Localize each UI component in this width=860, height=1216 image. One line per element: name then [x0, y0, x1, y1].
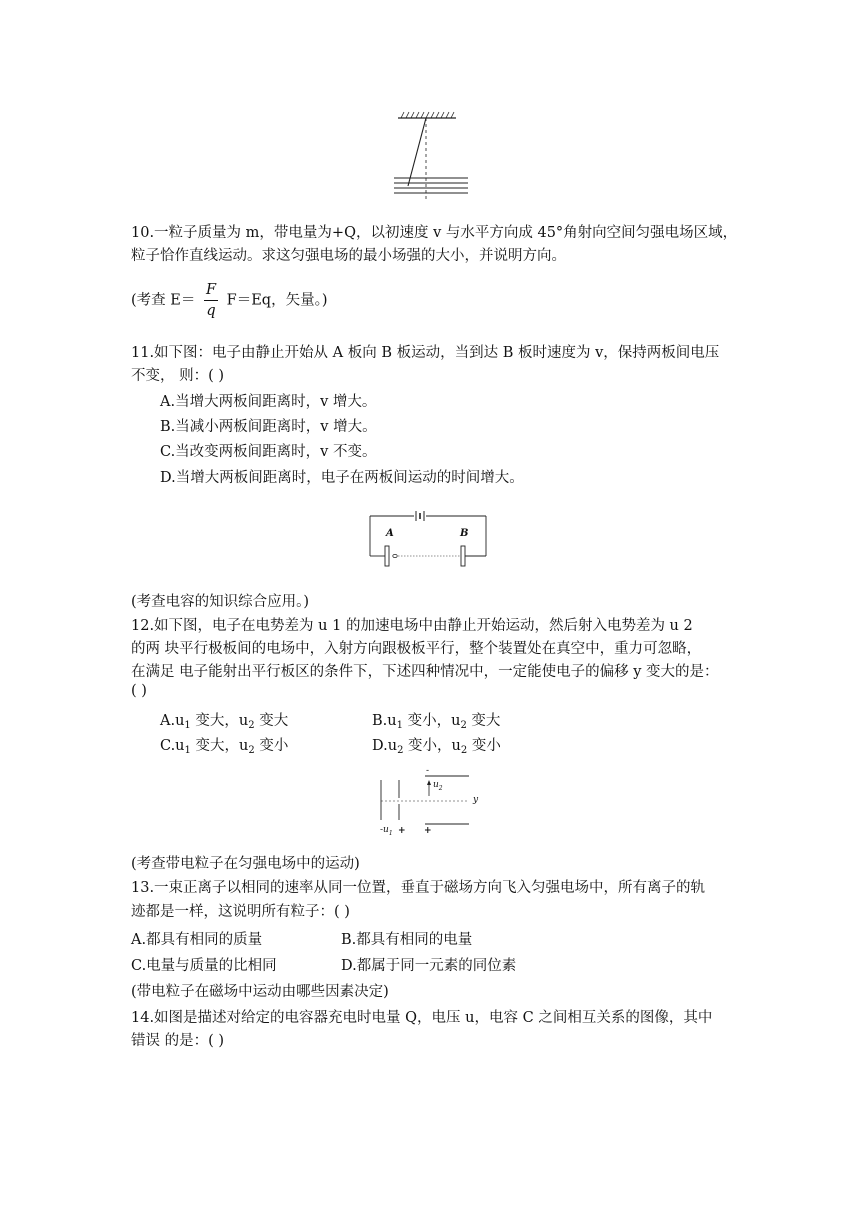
q13-option-d: D.都属于同一元素的同位素 — [341, 958, 517, 974]
q14-line1: 14.如图是描述对给定的电容器充电时电量 Q，电压 u，电容 C 之间相互关系的图像，其中 — [131, 1010, 713, 1026]
q14-line2: 错误 的是：( ) — [131, 1033, 225, 1049]
q10-frac-num: F — [204, 280, 218, 301]
q12-line4: ( ) — [131, 683, 147, 699]
q12-fig-minus: - — [426, 766, 430, 776]
q10-line1: 10.一粒子质量为 m，带电量为+Q，以初速度 v 与水平方向成 45°角射向空间匀强电场区域， — [131, 225, 738, 241]
q11-option-c: C.当改变两板间距离时，v 不变。 — [160, 444, 377, 460]
q12-option-a: $A.u_1$ 变大，$u_2$ 变大 — [160, 713, 289, 731]
q10-note-suffix: F＝Eq，矢量。) — [226, 292, 328, 309]
pendulum-figure — [390, 110, 480, 206]
q12-line1: 12.如下图，电子在电势差为 u 1 的加速电场中由静止开始运动，然后射入电势差为 u 2 — [131, 618, 693, 634]
q12-line2: 的两 块平行极板间的电场中，入射方向跟极板平行，整个装置处在真空中，重力可忽略， — [131, 641, 702, 657]
q12-fig-y-label: y — [473, 795, 479, 805]
q11-plate-a-label: A — [386, 528, 394, 539]
q11-line2: 不变， 则：( ) — [131, 368, 225, 384]
q12-option-b: $B.u_1$ 变小，$u_2$ 变大 — [372, 713, 501, 731]
q13-option-a: A.都具有相同的质量 — [131, 932, 263, 948]
q13-note: (带电粒子在磁场中运动由哪些因素决定) — [131, 984, 389, 1000]
q12-line3: 在满足 电子能射出平行板区的条件下，下述四种情况中，一定能使电子的偏移 y 变大的是： — [131, 664, 719, 680]
q11-line1: 11.如下图：电子由静止开始从 A 板向 B 板运动，当到达 B 板时速度为 v，保持两板间电压 — [131, 345, 720, 361]
q11-option-b: B.当减小两板间距离时，v 增大。 — [160, 419, 377, 435]
q11-note: (考查电容的知识综合应用。) — [131, 594, 310, 610]
q10-note — [131, 280, 327, 321]
q12-note: (考查带电粒子在匀强电场中的运动) — [131, 856, 360, 872]
q13-line2: 迹都是一样，这说明所有粒子：( ) — [131, 904, 350, 920]
q13-option-b: B.都具有相同的电量 — [341, 932, 473, 948]
q12-fig-u1-label: $-u_1$ — [380, 825, 393, 837]
q10-note-prefix: (考查 E＝ — [131, 292, 196, 309]
q12-fig-plus-1: + — [398, 826, 406, 836]
q10-frac-den: q — [206, 303, 216, 319]
q12-deflection-figure — [377, 768, 487, 838]
q12-option-d: $D.u_2$ 变小，$u_2$ 变小 — [372, 738, 501, 756]
q12-fig-plus-2: + — [424, 826, 432, 836]
q10-line2: 粒子恰作直线运动。求这匀强电场的最小场强的大小，并说明方向。 — [131, 248, 566, 264]
q12-option-c: $C.u_1$ 变大，$u_2$ 变小 — [160, 738, 289, 756]
q11-option-d: D.当增大两板间距离时，电子在两板间运动的时间增大。 — [160, 470, 524, 486]
q11-plate-b-label: B — [460, 528, 469, 539]
q13-line1: 13.一束正离子以相同的速率从同一位置，垂直于磁场方向飞入匀强电场中，所有离子的轨 — [131, 880, 706, 896]
q10-fraction — [204, 280, 218, 321]
q12-fig-u2-label: $u_2$ — [433, 780, 443, 792]
q13-option-c: C.电量与质量的比相同 — [131, 958, 277, 974]
q11-option-a: A.当增大两板间距离时，v 增大。 — [160, 394, 377, 410]
